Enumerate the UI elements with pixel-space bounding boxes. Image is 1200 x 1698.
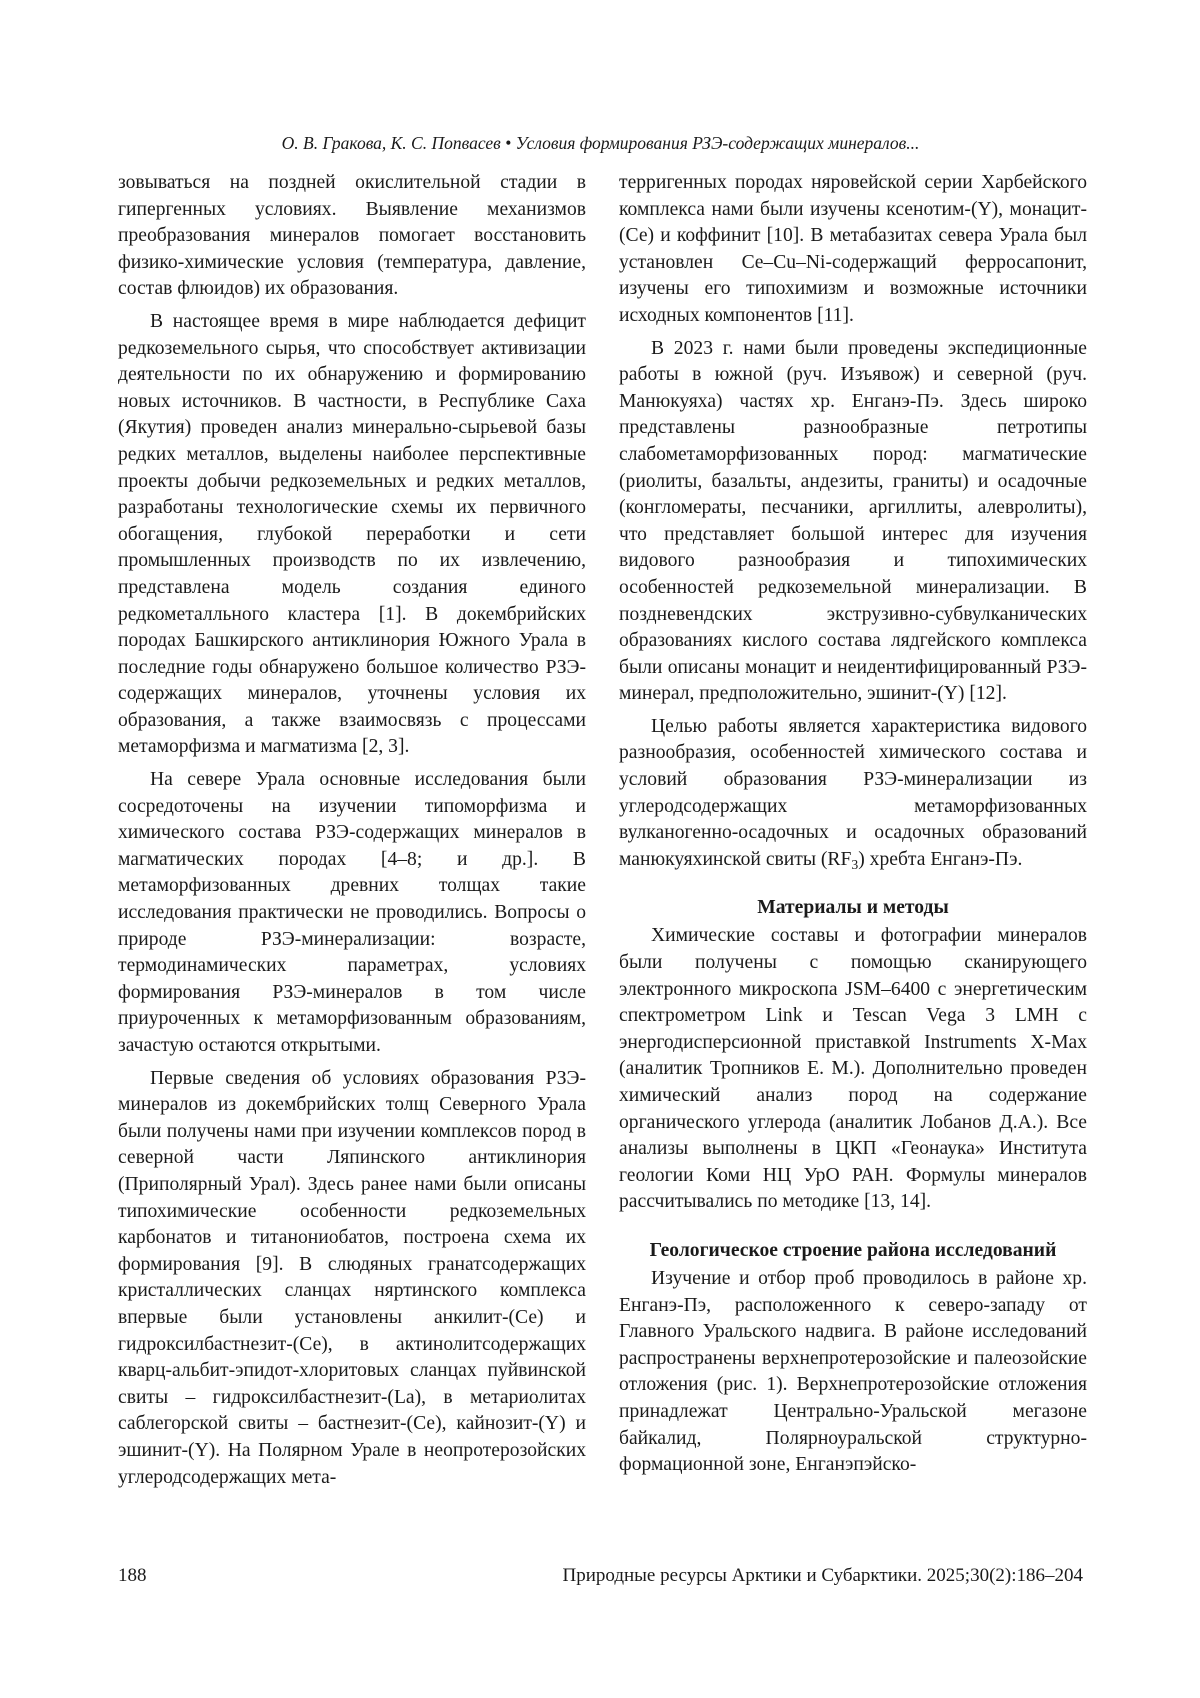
page-number: 188 xyxy=(118,1565,147,1586)
paragraph: Химические составы и фотографии минералов были получены с помощью сканирующего электронного микроскопа JSM–6400 с энергетическим спектрометром Link и Tescan Vega 3 LMH с энергодисперсионной приставкой Instruments X-Max (аналитик Тропников Е. М.). Дополнительно проведен химический анализ пород на содержание органического углерода (аналитик Лобанов Д.А.). Все анализы выполнены в ЦКП «Геонаука» Института геологии Коми НЦ УрО РАН. Формулы минералов рассчитывались по методике [13, 14]. xyxy=(619,925,1087,1213)
left-column xyxy=(118,170,586,1491)
paragraph: На севере Урала основные исследования были сосредоточены на изучении типоморфизма и химического состава РЗЭ-содержащих минералов в магматических породах [4–8; и др.]. В метаморфизованных древних толщах такие исследования практически не проводились. Вопросы о природе РЗЭ-минерализации: возрасте, термодинамических параметрах, условиях формирования РЗЭ-минералов в том числе приуроченных к метаморфизованным образованиям, зачастую остаются открытыми. xyxy=(118,769,586,1056)
journal-citation: Природные ресурсы Арктики и Субарктики. 2025;30(2):186–204 xyxy=(562,1565,1083,1586)
section-heading-methods: Материалы и методы xyxy=(757,897,949,919)
paragraph: В настоящее время в мире наблюдается дефицит редкоземельного сырья, что способствует активизации деятельности по их обнаружению и формированию новых источников. В частности, в Республике Саха (Якутия) проведен анализ минерально-сырьевой базы редких металлов, выделены наиболее перспективные проекты добычи редкоземельных и редких металлов, разработаны технологические схемы их первичного обогащения, глубокой переработки и сети промышленных производств по их извлечению, представлена модель создания единого редкометалльного кластера [1]. В докембрийских породах Башкирского антиклинория Южного Урала в последние годы обнаружено большое количество РЗЭ-содержащих минералов, уточнены условия их образования, а также взаимосвязь с процессами метаморфизма и магматизма [2, 3]. xyxy=(118,310,586,758)
paragraph: В 2023 г. нами были проведены экспедиционные работы в южной (руч. Изъявож) и северной (руч. Манюкуяха) частях хр. Енганэ-Пэ. Здесь широко представлены разнообразные петротипы слабометаморфизованных пород: магматические (риолиты, базальты, андезиты, граниты) и осадочные (конгломераты, песчаники, аргиллиты, алевролиты), что представляет большой интерес для изучения видового разнообразия и типохимических особенностей редкоземельной минерализации. В поздневендских экструзивно-субвулканических образованиях кислого состава лядгейского комплекса были описаны монацит и неидентифицированный РЗЭ-минерал, предположительно, эшинит-(Y) [12]. xyxy=(619,337,1087,705)
running-header: О. В. Гракова, К. С. Попвасев • Условия формирования РЗЭ-содержащих минералов... xyxy=(281,133,920,153)
subscript: 3 xyxy=(851,856,859,872)
aim-text: Целью работы является характеристика видового разнообразия, особенностей химического состава и условий образования РЗЭ-минерализации из углеродсодержащих метаморфизованных вулканогенно-осадочных и осадочных образований манюкуяхинской свиты (RF xyxy=(619,715,1087,870)
paragraph: Изучение и отбор проб проводилось в районе хр. Енганэ-Пэ, расположенного к северо-западу от Главного Уральского надвига. В районе исследований распространены верхнепротерозойские и палеозойские отложения (рис. 1). Верхнепротерозойские отложения принадлежат Центрально-Уральской мегазоне байкалид, Полярноуральской структурно-формационной зоне, Енганэпэйско- xyxy=(619,1267,1087,1476)
paragraph: зовываться на поздней окислительной стадии в гипергенных условиях. Выявление механизмов преобразования минералов помогает восстановить физико-химические условия (температура, давление, состав флюидов) их образования. xyxy=(118,172,586,300)
paragraph: Первые сведения об условиях образования РЗЭ-минералов из докембрийских толщ Северного Урала были получены нами при изучении комплексов пород в северной части Ляпинского антиклинория (Приполярный Урал). Здесь ранее нами были описаны типохимические особенности редкоземельных карбонатов и титанониобатов, построена схема их формирования [9]. В слюдяных гранатсодержащих кристаллических сланцах няртинского комплекса впервые были установлены анкилит-(Се) и гидроксилбастнезит-(Се), в актинолитсодержащих кварц-альбит-эпидот-хлоритовых сланцах пуйвинской свиты – гидроксилбастнезит-(La), в метариолитах саблегорской свиты – бастнезит-(Се), кайнозит-(Y) и эшинит-(Y). На Полярном Урале в неопротерозойских углеродсодержащих мета- xyxy=(118,1067,586,1488)
paragraph: терригенных породах няровейской серии Харбейского комплекса нами были изучены ксенотим-(Y), монацит-(Се) и коффинит [10]. В метабазитах севера Урала был установлен Ce–Cu–Ni-содержащий ферросапонит, изучены его типохимизм и возможные источники исходных компонентов [11]. xyxy=(619,172,1087,326)
aim-text-end: ) хребта Енганэ-Пэ. xyxy=(858,848,1023,870)
section-heading-geology: Геологическое строение района исследований xyxy=(649,1239,1057,1261)
paragraph-aim xyxy=(619,714,1087,874)
right-column xyxy=(619,170,1087,1479)
